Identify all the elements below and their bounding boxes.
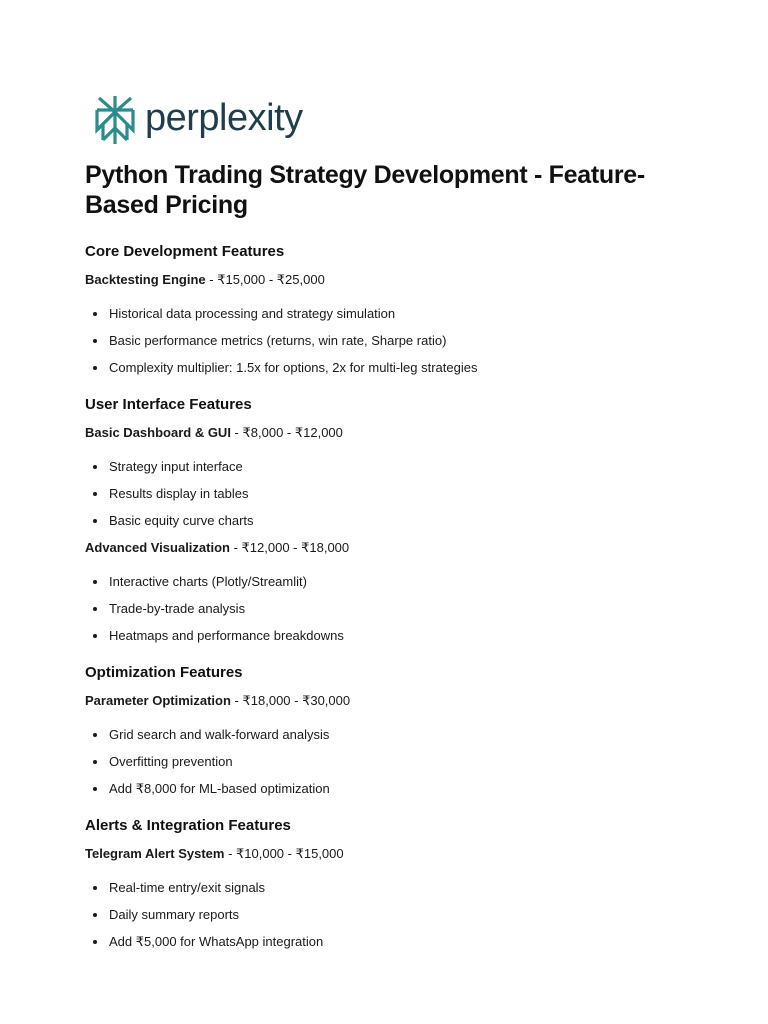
feature-section <box>85 661 695 798</box>
feature-price: - ₹10,000 - ₹15,000 <box>224 846 344 861</box>
feature-section <box>85 814 695 951</box>
list-item: Overfitting prevention <box>85 753 695 771</box>
document-content <box>85 240 695 960</box>
section-heading: Core Development Features <box>85 243 285 260</box>
feature-price: - ₹8,000 - ₹12,000 <box>230 425 343 440</box>
feature-name: Basic Dashboard & GUI <box>85 425 231 440</box>
list-item: Historical data processing and strategy simulation <box>85 305 695 323</box>
list-item: Trade-by-trade analysis <box>85 600 695 618</box>
feature-price: - ₹18,000 - ₹30,000 <box>230 693 351 708</box>
feature-price-line <box>85 539 695 557</box>
feature-section <box>85 393 695 645</box>
list-item: Complexity multiplier: 1.5x for options, 2x for multi-leg strategies <box>85 359 695 377</box>
list-item: Basic equity curve charts <box>85 512 695 530</box>
list-item: Results display in tables <box>85 485 695 503</box>
list-item: Grid search and walk-forward analysis <box>85 726 695 744</box>
feature-list <box>85 879 695 951</box>
section-heading: Optimization Features <box>85 664 243 681</box>
list-item: Add ₹5,000 for WhatsApp integration <box>85 933 695 951</box>
list-item: Daily summary reports <box>85 906 695 924</box>
feature-name: Advanced Visualization <box>85 540 230 555</box>
feature-name: Backtesting Engine <box>85 272 206 287</box>
feature-name: Parameter Optimization <box>85 693 231 708</box>
feature-list <box>85 573 695 645</box>
feature-price-line <box>85 271 695 289</box>
feature-list <box>85 726 695 798</box>
section-heading: User Interface Features <box>85 396 252 413</box>
list-item: Heatmaps and performance breakdowns <box>85 627 695 645</box>
feature-name: Telegram Alert System <box>85 846 225 861</box>
logo-wordmark: perplexity <box>145 97 303 139</box>
section-heading: Alerts & Integration Features <box>85 817 291 834</box>
list-item: Add ₹8,000 for ML-based optimization <box>85 780 695 798</box>
feature-price-line <box>85 424 695 442</box>
page-title: Python Trading Strategy Development - Feature-Based Pricing <box>85 161 645 219</box>
feature-price-line <box>85 845 695 863</box>
list-item: Real-time entry/exit signals <box>85 879 695 897</box>
perplexity-logo-icon <box>93 94 137 146</box>
feature-section <box>85 240 695 377</box>
feature-price: - ₹15,000 - ₹25,000 <box>205 272 325 287</box>
list-item: Strategy input interface <box>85 458 695 476</box>
feature-price-line <box>85 692 695 710</box>
perplexity-logo <box>93 90 303 150</box>
list-item: Interactive charts (Plotly/Streamlit) <box>85 573 695 591</box>
feature-list <box>85 305 695 377</box>
feature-price: - ₹12,000 - ₹18,000 <box>229 540 350 555</box>
list-item: Basic performance metrics (returns, win rate, Sharpe ratio) <box>85 332 695 350</box>
feature-list <box>85 458 695 530</box>
